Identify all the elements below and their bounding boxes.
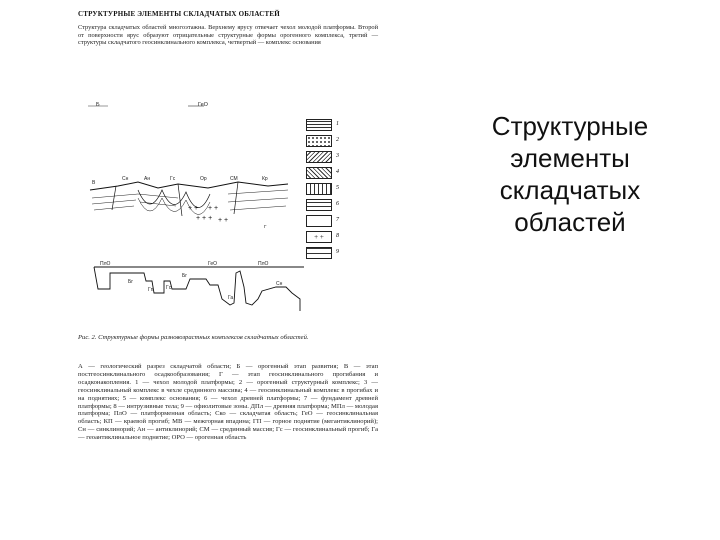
legend-number: 6 <box>336 201 339 207</box>
legend-swatch <box>306 119 332 131</box>
legend-swatch <box>306 183 332 195</box>
legend-item <box>306 215 378 229</box>
legend-swatch: + + <box>306 231 332 243</box>
svg-text:ПлО: ПлО <box>100 261 111 267</box>
svg-text:Бг: Бг <box>182 273 188 279</box>
figure-explanation: А — геологический разрез складчатой области; Б — орогенный этап развития; В — этап постгеосинклинального осадкообразования; Г — этап геосинклинального прогибания и осадконакопления. 1 — чехол молодой платформы; 2 — орогенный структурный комплекс; 3 — геосинклинальный комплекс в чехле срединного массива; 4 — геосинклинальный комплекс в прогибах и на поднятиях; 5 — комплекс основания; 6 — чехол древней платформы; 7 — фундамент древней платформы; 8 — интрузивные тела; 9 — офиолитовые зоны. ДПл — древняя платформа; МПл — молодая платформа; ПлО — платформенная область; Ско — складчатая область; ГеО — геосинклинальная область; КП — краевой прогиб; МВ — межгорная впадина; ГП — горное поднятие (мегантиклинорий); Сн — синклинорий; Ан — антиклинорий; СМ — срединный массив; Гс — геосинклинальный прогиб; Га — геоантиклинальное поднятие; ОРО — орогенная область <box>78 363 378 442</box>
textbook-page-scan <box>70 6 388 536</box>
svg-text:Гп: Гп <box>148 287 154 293</box>
svg-text:СМ: СМ <box>230 176 238 182</box>
figure-legend <box>306 119 378 263</box>
legend-swatch <box>306 215 332 227</box>
legend-item <box>306 231 378 245</box>
scan-heading: СТРУКТУРНЫЕ ЭЛЕМЕНТЫ СКЛАДЧАТЫХ ОБЛАСТЕЙ <box>78 10 280 18</box>
legend-swatch <box>306 135 332 147</box>
legend-number: 1 <box>336 121 339 127</box>
svg-text:+ +: + + <box>208 205 219 212</box>
slide-title-line: элементы <box>510 143 630 173</box>
legend-item <box>306 151 378 165</box>
slide-title <box>460 110 680 238</box>
scan-intro-paragraph: Структура складчатых областей многоэтажна. Верхнему ярусу отвечает чехол молодой платформы. Второй от поверхности ярус образуют отрицательные структурные формы орогенного комплекса, третий — структуры складчатого геосинклинального комплекса, четвертый — комплекс основания <box>78 24 378 47</box>
slide-title-line: областей <box>514 207 626 237</box>
figure-caption: Рис. 2. Структурные формы разновозрастных комплексов складчатых областей. <box>78 334 309 341</box>
legend-swatch <box>306 199 332 211</box>
svg-text:Г: Г <box>264 224 267 229</box>
svg-text:В: В <box>92 180 96 186</box>
svg-text:Ор: Ор <box>200 176 207 182</box>
legend-number: 7 <box>336 217 339 223</box>
legend-item <box>306 247 378 261</box>
legend-item <box>306 119 378 133</box>
svg-text:+ + +: + + + <box>196 215 213 222</box>
legend-item <box>306 199 378 213</box>
svg-text:Га: Га <box>228 295 234 301</box>
svg-text:Сн: Сн <box>276 281 283 287</box>
slide-title-line: Структурные <box>491 111 649 141</box>
section-label-a: Б <box>96 102 100 108</box>
legend-number: 5 <box>336 185 339 191</box>
svg-text:Ан: Ан <box>144 176 151 182</box>
svg-text:ПлО: ПлО <box>258 261 269 267</box>
section-label-b: ГеО <box>198 102 208 108</box>
svg-text:+ +: + + <box>218 217 229 224</box>
legend-number: 2 <box>336 137 339 143</box>
svg-text:Гс: Гс <box>166 285 172 291</box>
svg-text:Гс: Гс <box>170 176 176 182</box>
legend-item <box>306 167 378 181</box>
legend-swatch <box>306 247 332 259</box>
slide-title-line: складчатых <box>499 175 641 205</box>
legend-swatch <box>306 167 332 179</box>
svg-text:Сн: Сн <box>122 176 129 182</box>
geological-section-figure <box>78 98 304 238</box>
svg-text:+ +: + + <box>188 205 199 212</box>
legend-swatch <box>306 151 332 163</box>
legend-number: 4 <box>336 169 339 175</box>
svg-text:ГеО: ГеО <box>208 261 218 267</box>
svg-text:Кр: Кр <box>262 176 268 182</box>
legend-item <box>306 135 378 149</box>
structural-profile-figure <box>86 259 312 325</box>
legend-number: 8 <box>336 233 339 239</box>
legend-number: 9 <box>336 249 339 255</box>
legend-number: 3 <box>336 153 339 159</box>
svg-text:Бг: Бг <box>128 279 134 285</box>
legend-item <box>306 183 378 197</box>
